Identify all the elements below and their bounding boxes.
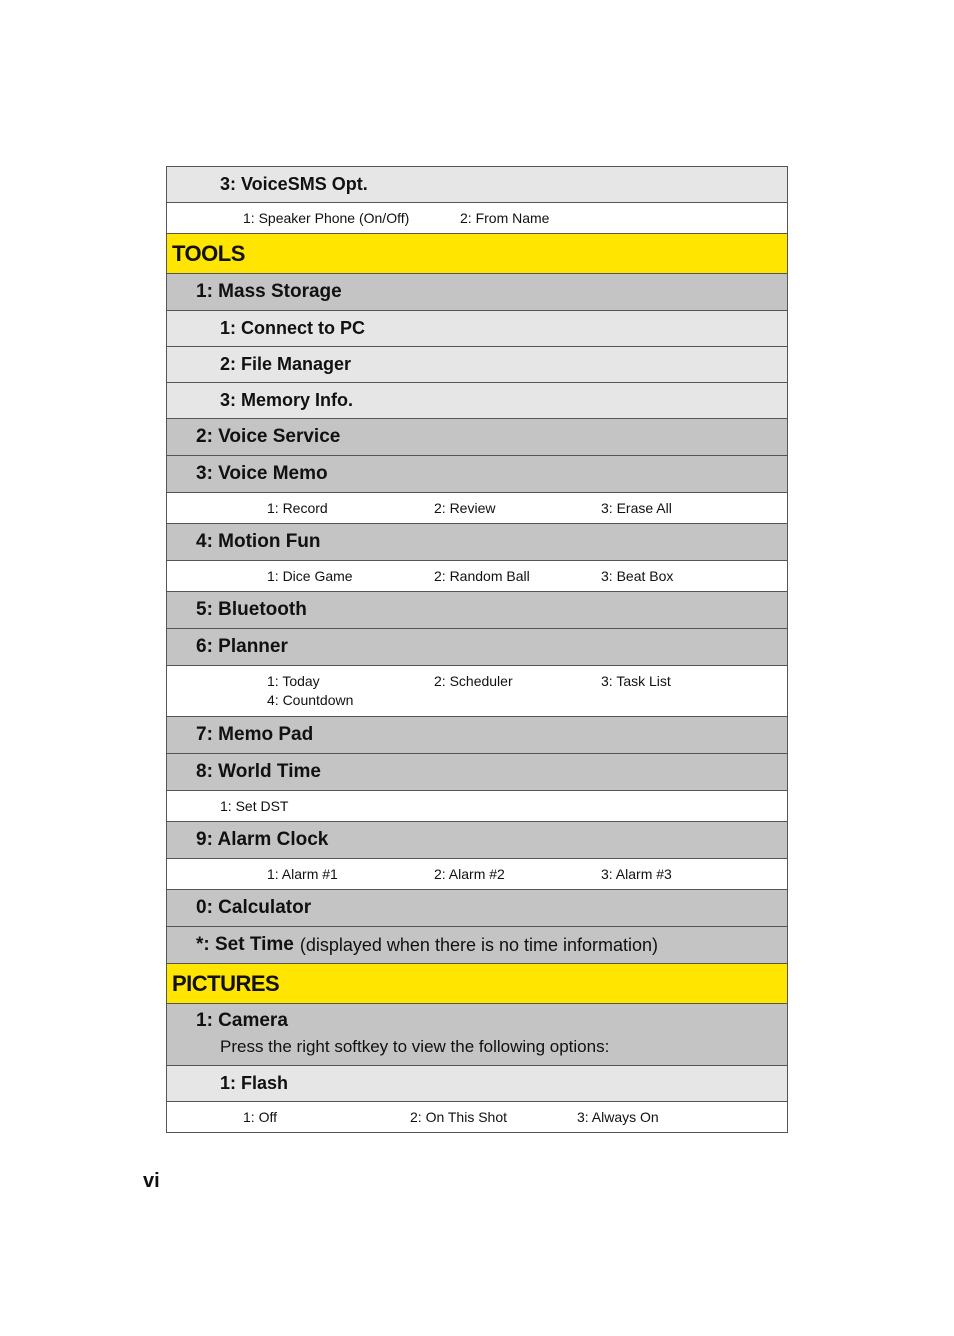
menu-item-8-world-time (167, 754, 787, 791)
menu-item-label: 2: File Manager (220, 354, 352, 374)
option-item: 1: Dice Game (267, 568, 353, 584)
options-row (167, 1102, 787, 1133)
option-item: 3: Alarm #3 (601, 866, 672, 882)
menu-item-9-alarm-clock (167, 822, 787, 859)
menu-item-label: 9: Alarm Clock (196, 829, 329, 850)
menu-item-label: 1: Connect to PC (220, 318, 366, 338)
options-row (167, 561, 787, 592)
submenu-item-3-voicesms-opt (167, 167, 787, 203)
page-number: vi (143, 1170, 160, 1192)
menu-item-6-planner (167, 629, 787, 666)
section-header-pictures: PICTURES (167, 964, 787, 1004)
menu-item-label: 1: Camera (196, 1010, 288, 1031)
option-item: 3: Task List (601, 673, 671, 689)
option-item: 2: Random Ball (434, 568, 530, 584)
options-row (167, 666, 787, 717)
menu-item-camera (167, 1004, 787, 1066)
menu-item-note: (displayed when there is no time information) (299, 934, 659, 955)
option-item: 2: Scheduler (434, 673, 513, 689)
menu-item-label: 8: World Time (196, 761, 321, 782)
menu-item-3-voice-memo (167, 456, 787, 493)
menu-item-4-motion-fun (167, 524, 787, 561)
menu-item-5-bluetooth (167, 592, 787, 629)
menu-item-label: 3: Memory Info. (220, 390, 354, 410)
option-item: 2: On This Shot (410, 1109, 508, 1125)
options-row (167, 859, 787, 890)
menu-item-0-calculator (167, 890, 787, 927)
menu-item-label: 0: Calculator (196, 897, 312, 918)
menu-item-label: 6: Planner (196, 636, 288, 657)
option-item: 1: Today (267, 673, 320, 689)
menu-item-label: 1: Mass Storage (196, 281, 342, 302)
option-item: 1: Speaker Phone (On/Off) (243, 210, 410, 226)
option-item: 1: Off (243, 1109, 277, 1125)
menu-item-7-memo-pad (167, 717, 787, 754)
menu-item-label: 2: Voice Service (196, 426, 341, 447)
option-item: 2: From Name (460, 210, 550, 226)
menu-item-set-time (167, 927, 787, 964)
submenu-item-2-file-manager (167, 347, 787, 383)
menu-item-description: Press the right softkey to view the following options: (220, 1037, 610, 1056)
submenu-item-1-connect-to-pc (167, 311, 787, 347)
menu-item-label: 5: Bluetooth (196, 599, 307, 620)
option-item: 1: Alarm #1 (267, 866, 338, 882)
option-item: 3: Beat Box (601, 568, 674, 584)
menu-item-2-voice-service (167, 419, 787, 456)
option-item: 3: Erase All (601, 500, 672, 516)
submenu-item-3-memory-info (167, 383, 787, 419)
options-row (167, 203, 787, 234)
options-row (167, 791, 787, 822)
menu-item-label: 1: Flash (220, 1073, 289, 1093)
option-item: 2: Alarm #2 (434, 866, 505, 882)
option-item: 4: Countdown (267, 692, 354, 708)
menu-item-label: *: Set Time (196, 934, 294, 955)
section-header-tools: TOOLS (167, 234, 787, 274)
option-item: 3: Always On (577, 1109, 659, 1125)
option-item: 1: Record (267, 500, 328, 516)
menu-item-label: 3: Voice Memo (196, 463, 328, 484)
submenu-item-1-flash (167, 1066, 787, 1102)
options-row (167, 493, 787, 524)
option-item: 1: Set DST (220, 798, 289, 814)
menu-item-label: 7: Memo Pad (196, 724, 314, 745)
menu-item-label: 3: VoiceSMS Opt. (220, 174, 368, 194)
menu-item-1-mass-storage (167, 274, 787, 311)
option-item: 2: Review (434, 500, 496, 516)
menu-table (166, 166, 788, 1133)
menu-item-label: 4: Motion Fun (196, 531, 321, 552)
